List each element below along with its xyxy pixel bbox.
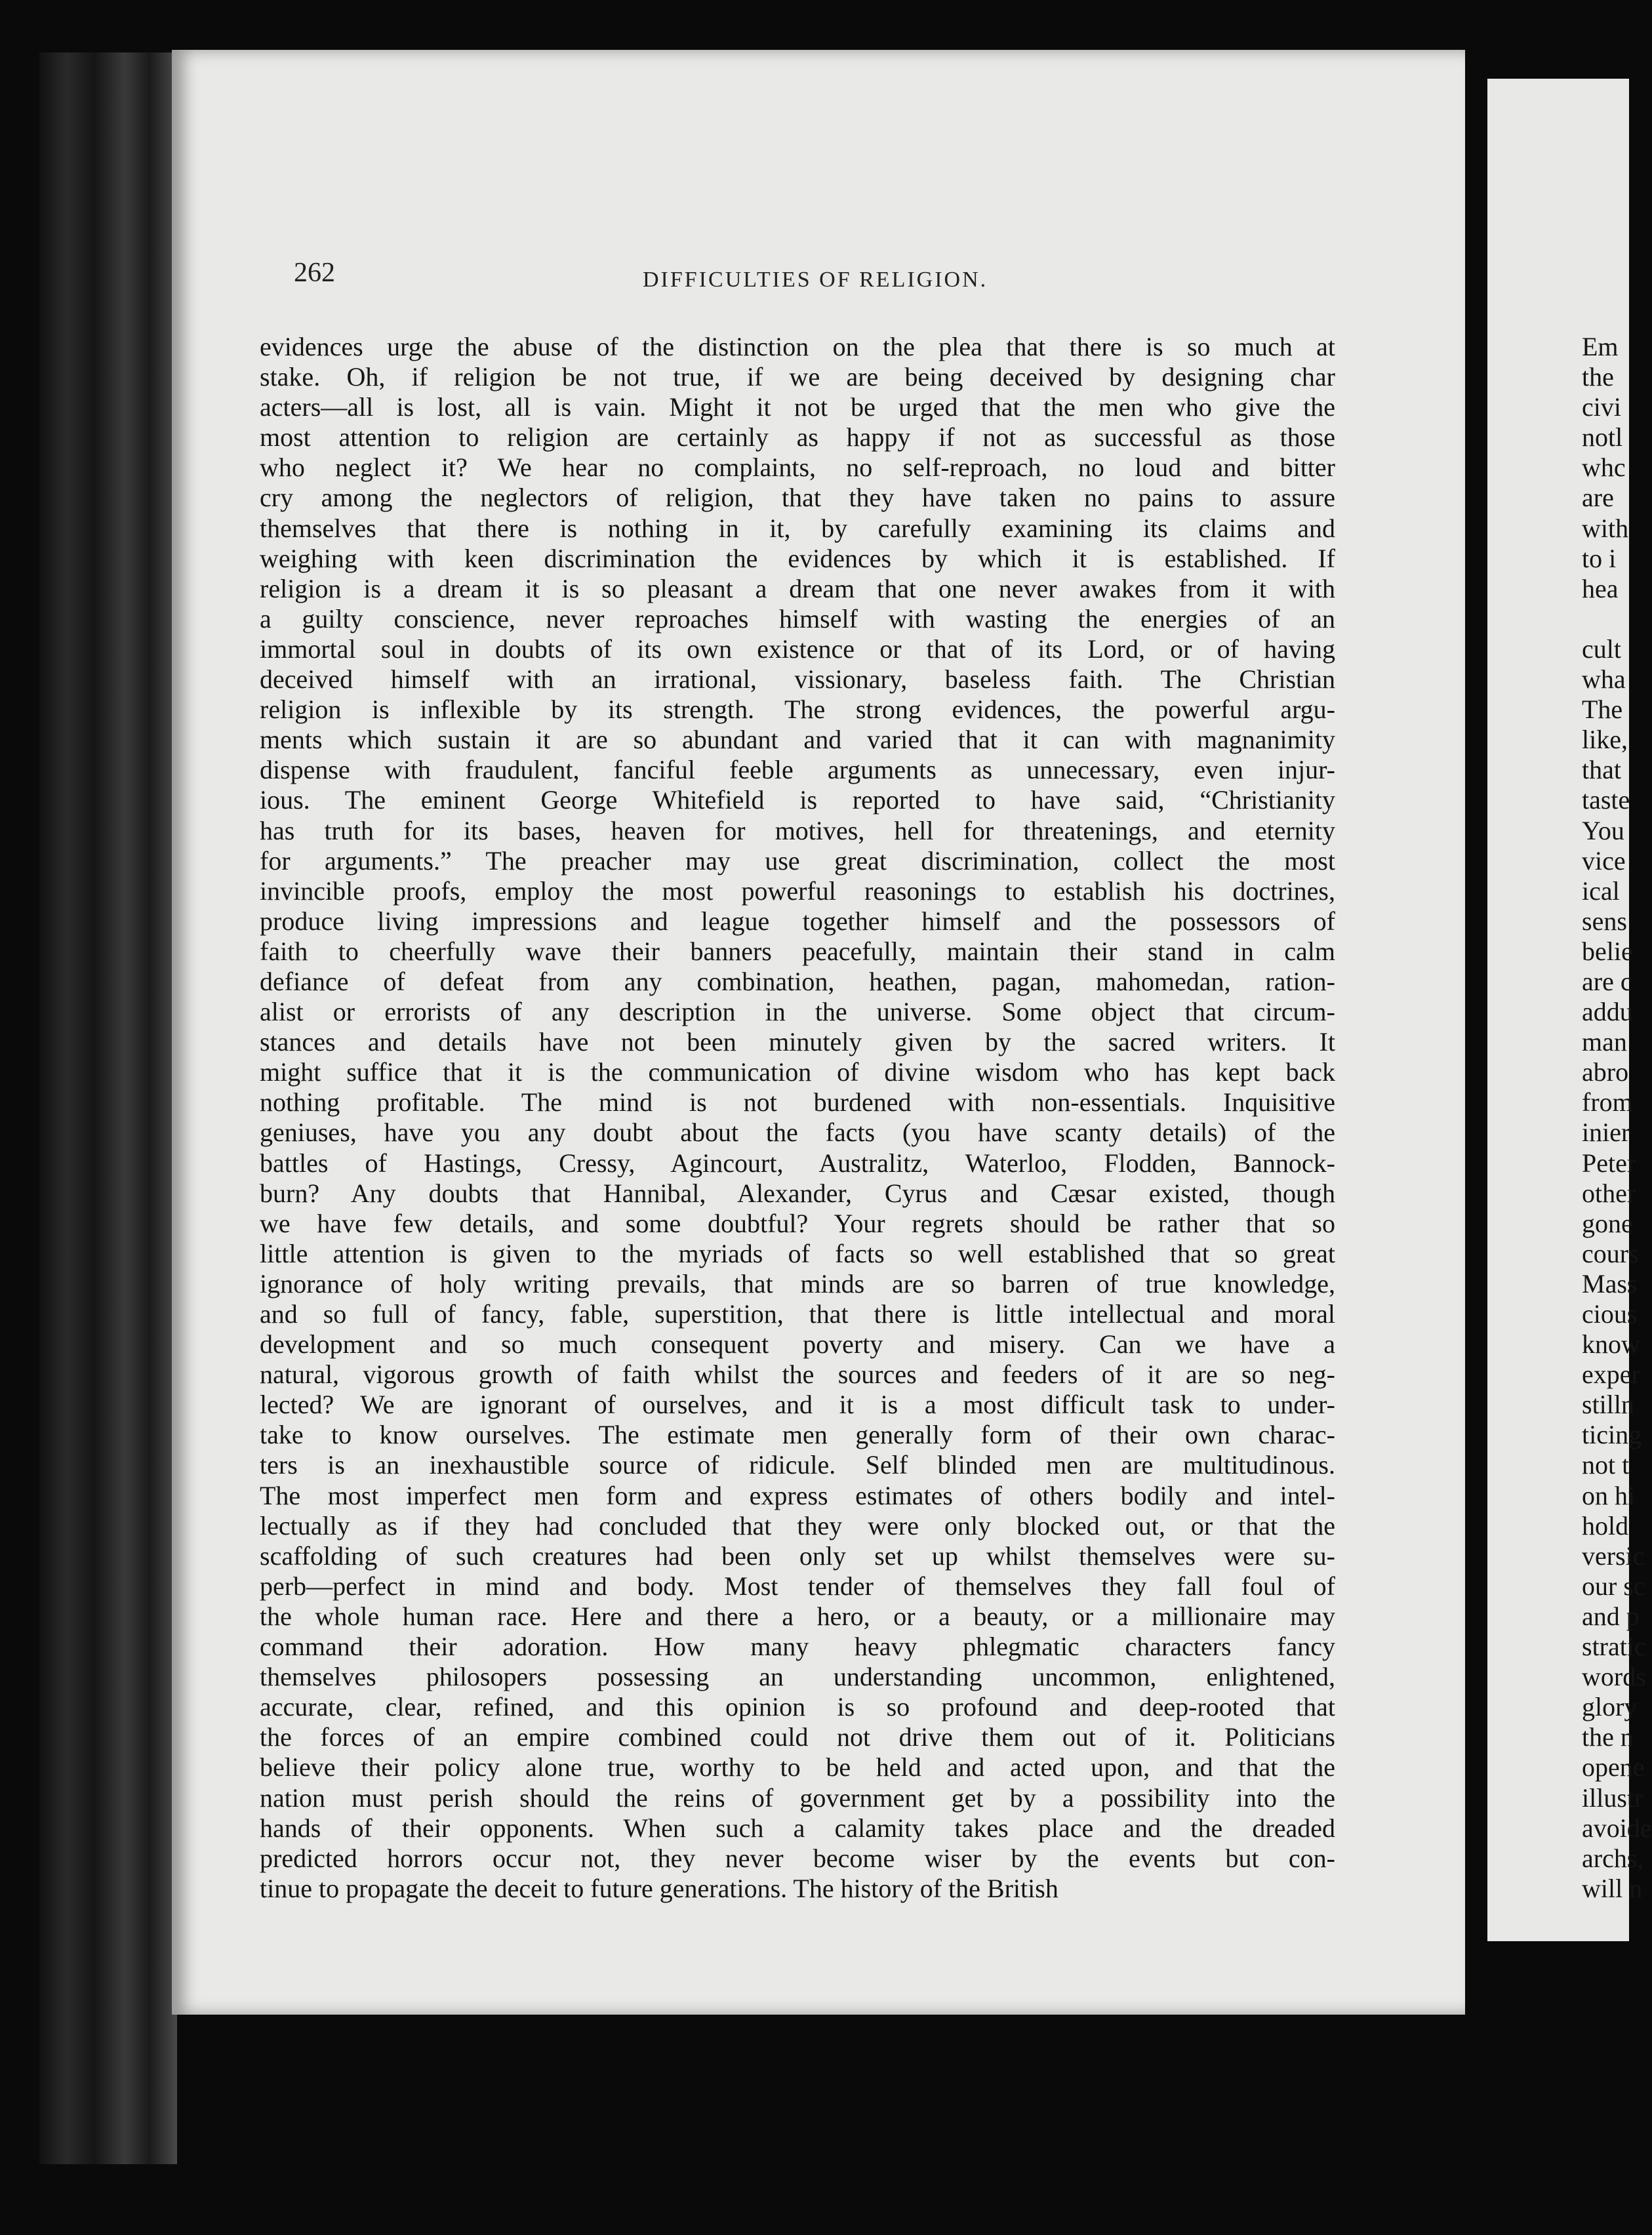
- facing-page-line: not t: [1582, 1450, 1630, 1480]
- facing-page-line: with: [1582, 513, 1629, 543]
- text-line: lected? We are ignorant of ourselves, and it is a most difficult task to under-: [260, 1390, 1335, 1420]
- facing-page-line: belie: [1582, 936, 1633, 966]
- text-line: has truth for its bases, heaven for motives, hell for threatenings, and eternity: [260, 815, 1335, 845]
- text-line: defiance of defeat from any combination, heathen, pagan, mahomedan, ration-: [260, 966, 1335, 996]
- text-line: ious. The eminent George Whitefield is reported to have said, “Christianity: [260, 785, 1335, 815]
- facing-page-line: Em: [1582, 332, 1619, 361]
- facing-page-line: addu: [1582, 997, 1633, 1027]
- facing-page-line: Peter: [1582, 1148, 1636, 1178]
- text-line: dispense with fraudulent, fanciful feeble arguments as unnecessary, even injur-: [260, 755, 1335, 785]
- text-line: stances and details have not been minutely given by the sacred writers. It: [260, 1027, 1335, 1057]
- text-line: evidences urge the abuse of the distinction on the plea that there is so much at: [260, 332, 1335, 361]
- text-line: predicted horrors occur not, they never become wiser by the events but con-: [260, 1843, 1335, 1873]
- text-line: the forces of an empire combined could not drive them out of it. Politicians: [260, 1722, 1335, 1752]
- facing-page-line: like,: [1582, 725, 1628, 755]
- page-number: 262: [294, 258, 335, 288]
- text-line: ignorance of holy writing prevails, that minds are so barren of true knowledge,: [260, 1268, 1335, 1299]
- facing-page-line: know: [1582, 1329, 1640, 1359]
- facing-page-line: will n: [1582, 1873, 1643, 1903]
- facing-page-line: opene: [1582, 1752, 1645, 1782]
- facing-page-line: from: [1582, 1087, 1633, 1118]
- facing-page-line: ticing: [1582, 1420, 1642, 1450]
- facing-page-line: civi: [1582, 392, 1621, 422]
- text-line: ments which sustain it are so abundant and varied that it can with magnanimity: [260, 725, 1335, 755]
- facing-page-line: whc: [1582, 453, 1626, 483]
- text-line: stake. Oh, if religion be not true, if we are being deceived by designing char: [260, 362, 1335, 392]
- facing-page-line: and p: [1582, 1601, 1640, 1631]
- text-line: accurate, clear, refined, and this opinion is so profound and deep-rooted that: [260, 1692, 1335, 1722]
- facing-page-line: notl: [1582, 422, 1623, 453]
- facing-page-line: glory: [1582, 1692, 1638, 1722]
- text-line: weighing with keen discrimination the evidences by which it is established. If: [260, 543, 1335, 573]
- facing-page-line: are c: [1582, 966, 1632, 996]
- facing-page-line: cours: [1582, 1238, 1639, 1268]
- facing-page-line: [1582, 604, 1634, 634]
- running-head: DIFFICULTIES OF RELIGION.: [643, 268, 988, 292]
- text-line: immortal soul in doubts of its own existence or that of its Lord, or of having: [260, 634, 1335, 664]
- facing-page-line: that: [1582, 755, 1621, 785]
- text-line: we have few details, and some doubtful? Your regrets should be rather that so: [260, 1208, 1335, 1238]
- text-line: cry among the neglectors of religion, that they have taken no pains to assure: [260, 483, 1335, 513]
- text-line: themselves philosopers possessing an understanding uncommon, enlightened,: [260, 1662, 1335, 1692]
- text-line: produce living impressions and league together himself and the possessors of: [260, 906, 1335, 936]
- text-line: themselves that there is nothing in it, by carefully examining its claims and: [260, 513, 1335, 543]
- facing-page-line: sens: [1582, 906, 1627, 936]
- text-line: natural, vigorous growth of faith whilst the sources and feeders of it are so neg-: [260, 1359, 1335, 1390]
- text-line: acters—all is lost, all is vain. Might it not be urged that the men who give the: [260, 392, 1335, 422]
- facing-page-line: abro: [1582, 1057, 1629, 1087]
- text-line: religion is a dream it is so pleasant a dream that one never awakes from it with: [260, 573, 1335, 603]
- text-line: and so full of fancy, fable, superstition, that there is little intellectual and moral: [260, 1299, 1335, 1329]
- text-line: believe their policy alone true, worthy to be held and acted upon, and that the: [260, 1752, 1335, 1782]
- facing-page-line: the: [1582, 362, 1614, 392]
- facing-page-text: [1582, 332, 1652, 1904]
- text-line: development and so much consequent poverty and misery. Can we have a: [260, 1329, 1335, 1359]
- text-line: lectually as if they had concluded that they were only blocked out, or that the: [260, 1510, 1335, 1540]
- facing-page-line: hea: [1582, 573, 1619, 603]
- facing-page-line: cious: [1582, 1299, 1638, 1329]
- text-line: for arguments.” The preacher may use great discrimination, collect the most: [260, 845, 1335, 876]
- facing-page-line: inier: [1582, 1118, 1630, 1148]
- facing-page-line: to i: [1582, 543, 1617, 573]
- text-line: hands of their opponents. When such a calamity takes place and the dreaded: [260, 1813, 1335, 1843]
- text-line: The most imperfect men form and express estimates of others bodily and intel-: [260, 1480, 1335, 1510]
- facing-page-line: You: [1582, 815, 1624, 845]
- text-line: take to know ourselves. The estimate men generally form of their own charac-: [260, 1420, 1335, 1450]
- text-line: religion is inflexible by its strength. The strong evidences, the powerful argu-: [260, 695, 1335, 725]
- facing-page-line: ical: [1582, 876, 1620, 906]
- facing-page-line: The: [1582, 695, 1623, 725]
- text-line: battles of Hastings, Cressy, Agincourt, Australitz, Waterloo, Flodden, Bannock-: [260, 1148, 1335, 1178]
- facing-page-line: taste: [1582, 785, 1630, 815]
- facing-page-line: the n: [1582, 1722, 1634, 1752]
- facing-page-line: are: [1582, 483, 1614, 513]
- facing-page-line: words: [1582, 1662, 1646, 1692]
- facing-page-line: hold: [1582, 1510, 1629, 1540]
- text-line: geniuses, have you any doubt about the facts (you have scanty details) of the: [260, 1118, 1335, 1148]
- text-line: most attention to religion are certainly as happy if not as successful as those: [260, 422, 1335, 453]
- text-line: nation must perish should the reins of government get by a possibility into the: [260, 1782, 1335, 1813]
- text-line: ters is an inexhaustible source of ridicule. Self blinded men are multitudinous.: [260, 1450, 1335, 1480]
- facing-page-line: wha: [1582, 664, 1626, 695]
- facing-page-line: exper: [1582, 1359, 1640, 1390]
- text-line: deceived himself with an irrational, vissionary, baseless faith. The Christian: [260, 664, 1335, 695]
- body-text: [260, 332, 1335, 1904]
- text-line: the whole human race. Here and there a hero, or a beauty, or a millionaire may: [260, 1601, 1335, 1631]
- text-line: alist or errorists of any description in the universe. Some object that circum-: [260, 997, 1335, 1027]
- facing-page-line: cult: [1582, 634, 1621, 664]
- facing-page-line: illustr: [1582, 1782, 1643, 1813]
- facing-page-line: gone: [1582, 1208, 1633, 1238]
- facing-page-line: versic: [1582, 1540, 1645, 1571]
- text-line: command their adoration. How many heavy phlegmatic characters fancy: [260, 1632, 1335, 1662]
- facing-page-line: other: [1582, 1178, 1636, 1208]
- text-line: scaffolding of such creatures had been only set up whilst themselves were su-: [260, 1540, 1335, 1571]
- facing-page-line: on hi: [1582, 1480, 1636, 1510]
- text-line: might suffice that it is the communication of divine wisdom who has kept back: [260, 1057, 1335, 1087]
- text-line: burn? Any doubts that Hannibal, Alexander, Cyrus and Cæsar existed, though: [260, 1178, 1335, 1208]
- text-line: faith to cheerfully wave their banners peacefully, maintain their stand in calm: [260, 936, 1335, 966]
- facing-page-line: stilln: [1582, 1390, 1635, 1420]
- text-line: perb—perfect in mind and body. Most tender of themselves they fall foul of: [260, 1571, 1335, 1601]
- book-spine: [39, 52, 177, 2164]
- text-line: a guilty conscience, never reproaches himself with wasting the energies of an: [260, 603, 1335, 634]
- facing-page-line: vice: [1582, 845, 1626, 876]
- text-line: nothing profitable. The mind is not burdened with non-essentials. Inquisitive: [260, 1087, 1335, 1118]
- facing-page-line: avoide: [1582, 1813, 1652, 1843]
- facing-page-line: man: [1582, 1027, 1627, 1057]
- facing-page-line: stratic: [1582, 1632, 1646, 1662]
- text-line: tinue to propagate the deceit to future generations. The history of the British: [260, 1873, 1058, 1903]
- facing-page-line: our sc: [1582, 1571, 1645, 1601]
- text-line: little attention is given to the myriads of facts so well established that so great: [260, 1238, 1335, 1268]
- facing-page-line: Mass: [1582, 1268, 1638, 1299]
- text-line: invincible proofs, employ the most powerful reasonings to establish his doctrines,: [260, 876, 1335, 906]
- text-line: who neglect it? We hear no complaints, no self-reproach, no loud and bitter: [260, 453, 1335, 483]
- facing-page-line: archs,: [1582, 1843, 1644, 1873]
